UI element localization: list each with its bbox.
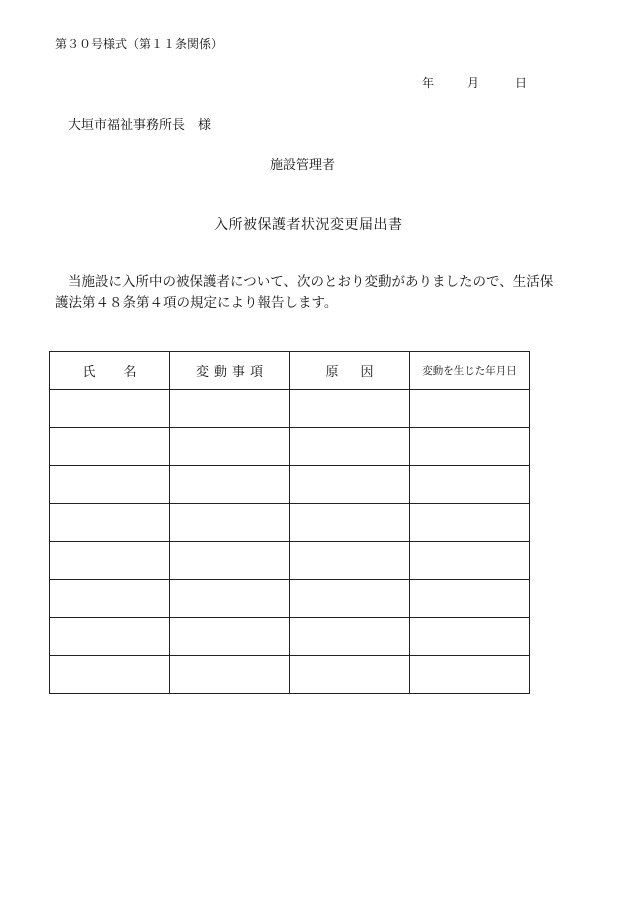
table-cell[interactable] [170,618,290,656]
table-cell[interactable] [410,504,530,542]
table-cell[interactable] [50,542,170,580]
table-cell[interactable] [50,580,170,618]
header-name-text: 氏名 [82,365,165,380]
table-row [50,390,530,428]
header-name [50,352,170,390]
header-change-item [170,352,290,390]
table-row [50,428,530,466]
table-cell[interactable] [50,390,170,428]
header-change-item-text: 変動事項 [195,365,268,380]
table-cell[interactable] [290,618,410,656]
table-cell[interactable] [290,542,410,580]
date-year-label: 年 [422,76,435,90]
table-cell[interactable] [50,504,170,542]
table-row [50,466,530,504]
table-cell[interactable] [290,428,410,466]
submitter-label: 施設管理者 [270,158,336,173]
table-cell[interactable] [290,466,410,504]
date-month-label: 月 [467,76,480,90]
table-cell[interactable] [170,504,290,542]
table-cell[interactable] [410,390,530,428]
table-cell[interactable] [410,466,530,504]
table-header-row [50,352,530,390]
table-cell[interactable] [410,542,530,580]
date-day-label: 日 [515,76,528,90]
table-cell[interactable] [410,428,530,466]
header-change-date-text: 変動を生じた年月日 [422,365,517,377]
table-cell[interactable] [290,390,410,428]
table-cell[interactable] [50,656,170,694]
header-cause-text: 原因 [325,365,396,380]
table-cell[interactable] [290,656,410,694]
header-cause [290,352,410,390]
table-cell[interactable] [170,428,290,466]
table-row [50,542,530,580]
table-row [50,618,530,656]
table-row [50,504,530,542]
body-text [55,272,555,314]
table-cell[interactable] [290,504,410,542]
table-cell[interactable] [290,580,410,618]
form-number: 第３０号様式（第１１条関係） [55,37,224,51]
table-row [50,656,530,694]
table-cell[interactable] [170,580,290,618]
body-line-2: 護法第４８条第４項の規定により報告します。 [55,295,338,311]
table-cell[interactable] [170,390,290,428]
records-table [49,351,530,694]
table-cell[interactable] [170,466,290,504]
header-change-date [410,352,530,390]
table-cell[interactable] [170,656,290,694]
table-cell[interactable] [50,428,170,466]
table-cell[interactable] [410,580,530,618]
table-cell[interactable] [50,466,170,504]
body-line-1: 当施設に入所中の被保護者について、次のとおり変動がありましたので、生活保 [68,274,554,290]
table-cell[interactable] [170,542,290,580]
table-row [50,580,530,618]
document-title: 入所被保護者状況変更届出書 [214,217,403,233]
recipient: 大垣市福祉事務所長 様 [68,118,212,133]
table-cell[interactable] [410,618,530,656]
table-cell[interactable] [410,656,530,694]
table-cell[interactable] [50,618,170,656]
